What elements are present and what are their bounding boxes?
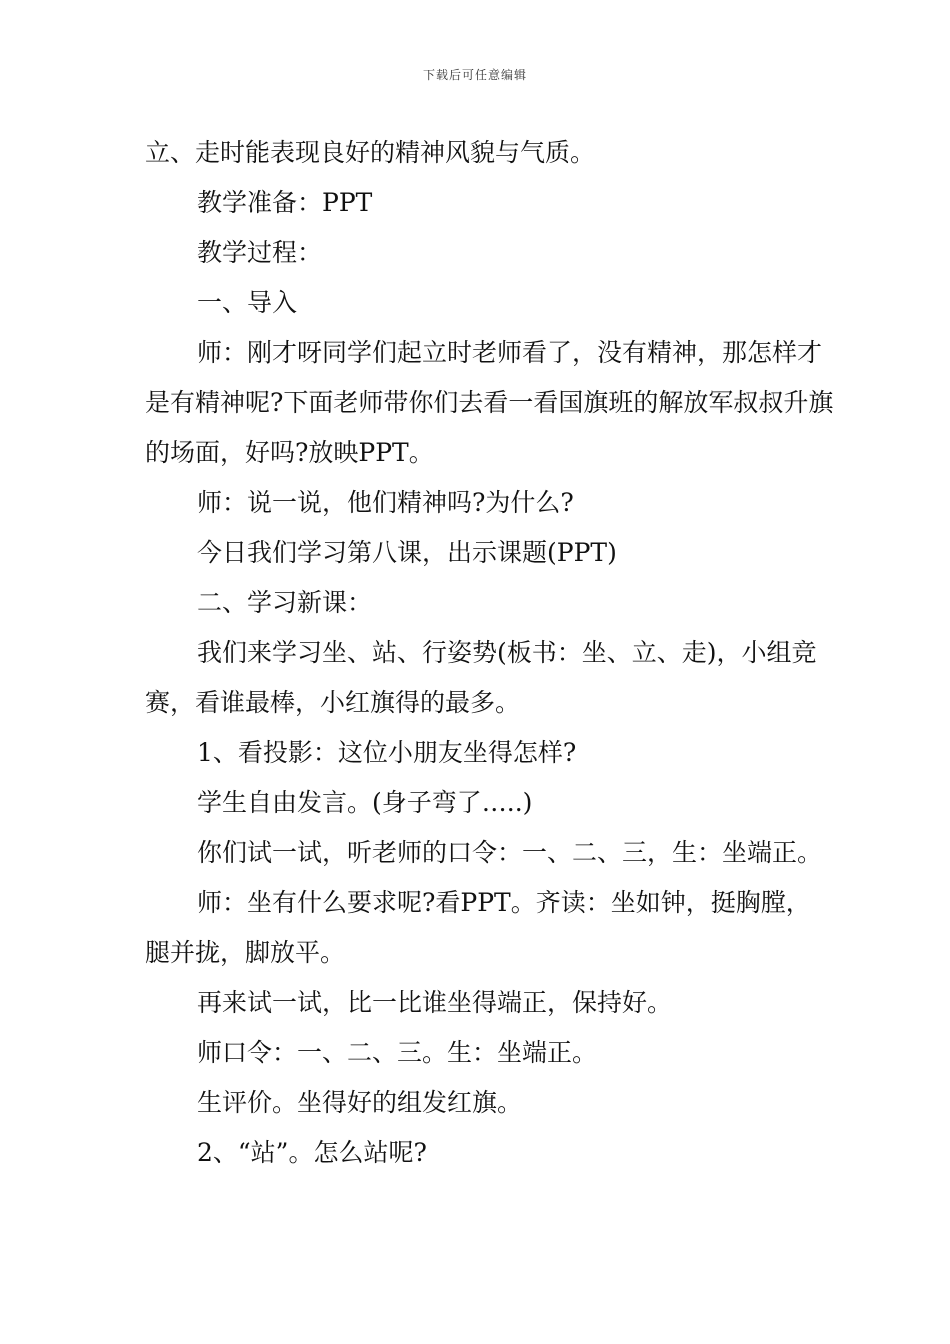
paragraph: 你们试一试，听老师的口令：一、二、三，生：坐端正。 bbox=[197, 838, 823, 867]
paragraph: 今日我们学习第八课，出示课题(PPT) bbox=[197, 538, 617, 567]
paragraph: 1、看投影：这位小朋友坐得怎样? bbox=[197, 738, 577, 767]
paragraph: 师口令：一、二、三。生：坐端正。 bbox=[197, 1038, 598, 1067]
paragraph: 我们来学习坐、站、行姿势(板书：坐、立、走)，小组竞赛，看谁最棒，小红旗得的最多。 bbox=[145, 638, 817, 717]
paragraph: 教学准备：PPT bbox=[197, 188, 373, 217]
paragraph: 师：刚才呀同学们起立时老师看了，没有精神，那怎样才是有精神呢?下面老师带你们去看一看国旗班的解放军叔叔升旗的场面，好吗?放映PPT。 bbox=[145, 338, 834, 467]
section-heading: 一、导入 bbox=[197, 288, 298, 317]
paragraph: 师：说一说，他们精神吗?为什么? bbox=[197, 488, 574, 517]
paragraph: 教学过程： bbox=[197, 238, 323, 267]
paragraph: 师：坐有什么要求呢?看PPT。齐读：坐如钟，挺胸膛，腿并拢，脚放平。 bbox=[145, 888, 811, 967]
document-body bbox=[145, 128, 835, 1178]
paragraph: 2、“站”。怎么站呢? bbox=[197, 1138, 427, 1167]
paragraph: 生评价。坐得好的组发红旗。 bbox=[197, 1088, 523, 1117]
paragraph: 立、走时能表现良好的精神风貌与气质。 bbox=[145, 138, 596, 167]
section-heading: 二、学习新课： bbox=[197, 588, 373, 617]
paragraph: 再来试一试，比一比谁坐得端正，保持好。 bbox=[197, 988, 673, 1017]
page-header: 下载后可任意编辑 bbox=[422, 68, 527, 82]
paragraph: 学生自由发言。(身子弯了…..) bbox=[197, 788, 533, 817]
